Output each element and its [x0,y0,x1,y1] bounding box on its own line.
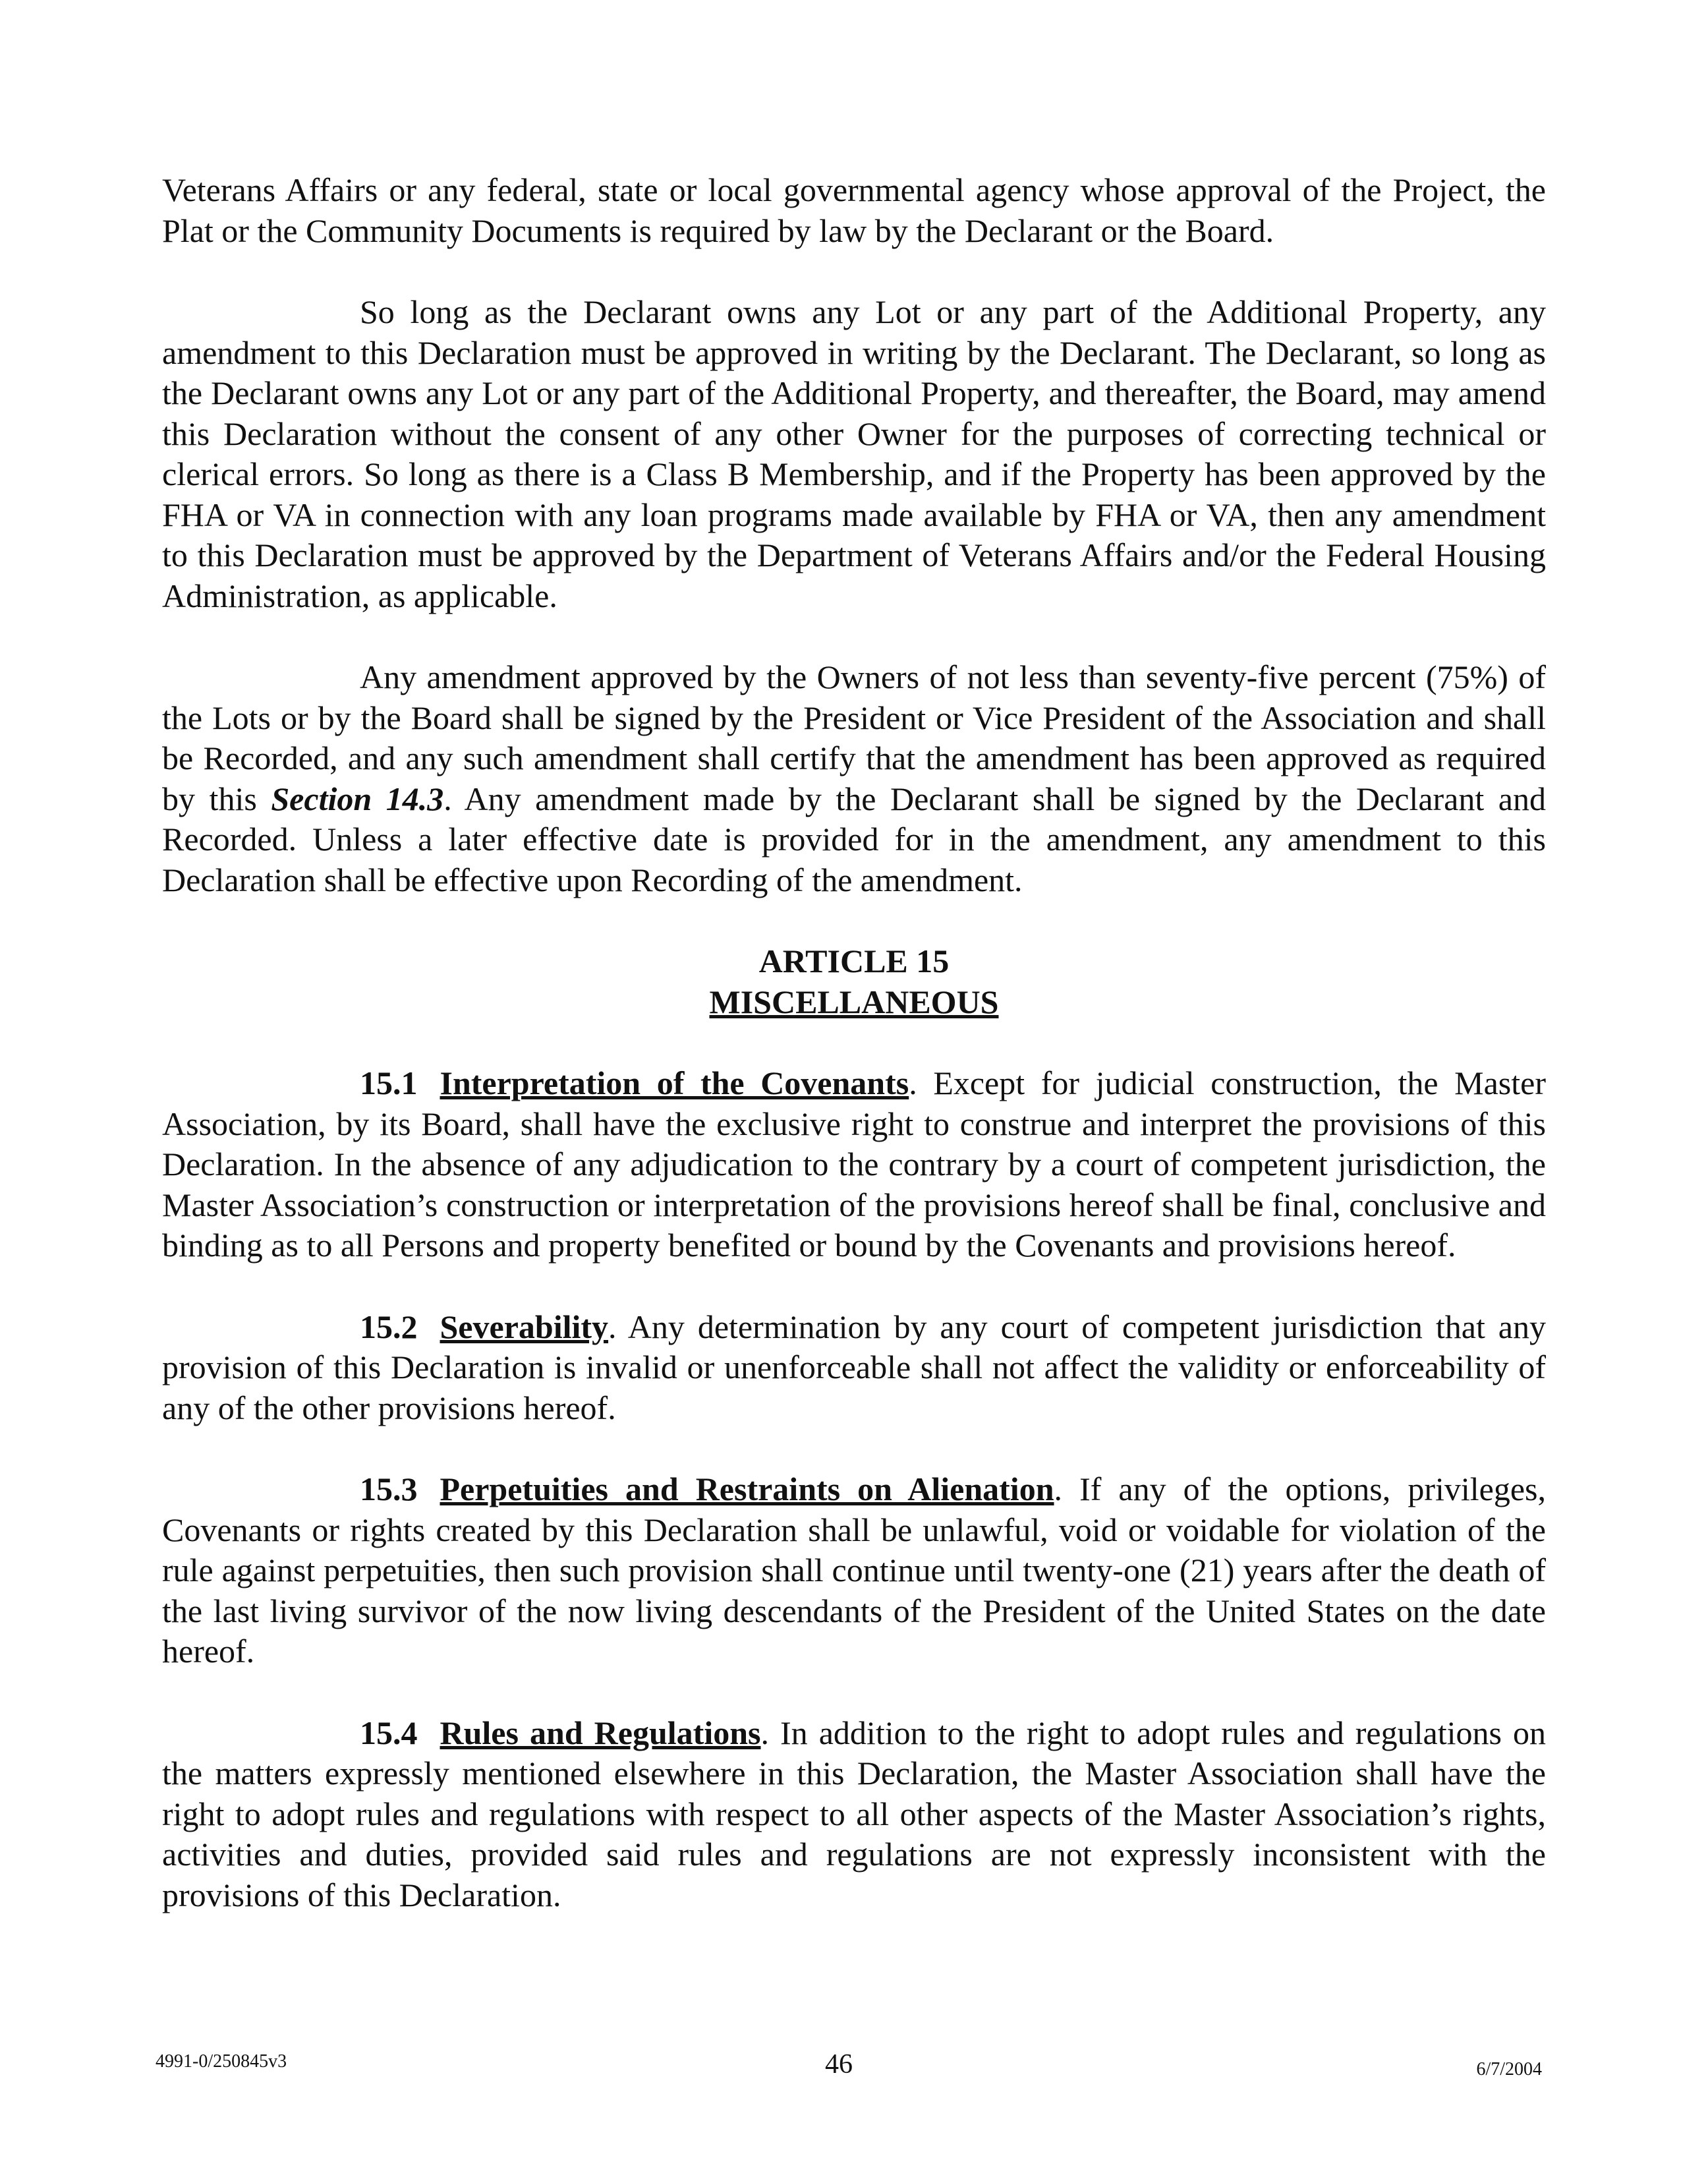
spacer [162,1266,1546,1307]
section-title: Interpretation of the Covenants [440,1064,909,1101]
spacer [162,900,1546,941]
section-15-1 [162,1063,1546,1266]
document-id: 4991-0/250845v3 [156,2051,287,2072]
section-title: Perpetuities and Restraints on Alienation [440,1470,1054,1507]
document-date: 6/7/2004 [1476,2059,1542,2080]
section-text: . Any determination by any court of competent jurisdiction that any provision of this Declaration is invalid or unenforceable shall not affect the validity or enforceability of any of the other provisions hereof. [162,1308,1546,1426]
paragraph-text: . Any amendment made by the Declarant shall be signed by the Declarant and Recorded. Unless a later effective date is provided for in the amendment, any amendment to this Declaration shall be effective upon Recording of the amendment. [162,780,1546,898]
spacer [162,1672,1546,1713]
spacer [162,616,1546,657]
section-number: 15.4 [360,1714,418,1751]
paragraph-amendment-approval: So long as the Declarant owns any Lot or any part of the Additional Property, any amendment to this Declaration must be approved in writing by the Declarant. The Declarant, so long as the Declarant owns any Lot or any part of the Additional Property, and thereafter, the Board, may amend this Declaration without the consent of any other Owner for the purposes of correcting technical or clerical errors. So long as there is a Class B Membership, and if the Property has been approved by the FHA or VA in connection with any loan programs made available by FHA or VA, then any amendment to this Declaration must be approved by the Department of Veterans Affairs and/or the Federal Housing Administration, as applicable. [162,293,1546,614]
section-15-3 [162,1469,1546,1672]
spacer [162,1428,1546,1469]
section-text: . If any of the options, privileges, Covenants or rights created by this Declaration shall be unlawful, void or voidable for violation of the rule against perpetuities, then such provision shall continue until twenty-one (21) years after the death of the last living survivor of the now living descendants of the President of the United States on the date hereof. [162,1470,1546,1670]
section-text: . Except for judicial construction, the Master Association, by its Board, shall have the exclusive right to construe and interpret the provisions of this Declaration. In the absence of any adjudication to the contrary by a court of competent jurisdiction, the Master Association’s construction or interpretation of the provisions hereof shall be final, conclusive and binding as to all Persons and property benefited or bound by the Covenants and provisions hereof. [162,1064,1546,1264]
section-number: 15.2 [360,1308,418,1345]
section-text: . In addition to the right to adopt rules and regulations on the matters expressly mentioned elsewhere in this Declaration, the Master Association shall have the right to adopt rules and regulations with respect to all other aspects of the Master Association’s rights, activities and duties, provided said rules and regulations are not expressly inconsistent with the provisions of this Declaration. [162,1714,1546,1913]
paragraph-text: Any amendment approved by the Owners of not less than seventy-five percent (75%) of the Lots or by the Board shall be signed by the President or Vice President of the Association and shall be Recorded, and any such amendment shall certify that the amendment has been approved as required by this [162,658,1546,817]
section-reference: Section 14.3 [271,780,444,817]
page-footer [156,2049,1542,2088]
section-title: Rules and Regulations [440,1714,761,1751]
section-number: 15.1 [360,1064,418,1101]
paragraph-continuation: Veterans Affairs or any federal, state or local governmental agency whose approval of the Project, the Plat or the Community Documents is required by law by the Declarant or the Board. [162,171,1546,249]
section-15-4 [162,1713,1546,1916]
document-page [162,170,1546,1915]
paragraph-amendment-recording [162,657,1546,900]
section-15-2 [162,1307,1546,1429]
page-number: 46 [825,2049,853,2080]
article-title: MISCELLANEOUS [709,983,999,1020]
article-heading: ARTICLE 15 [758,943,950,979]
section-number: 15.3 [360,1470,418,1507]
spacer [162,251,1546,292]
spacer [162,1022,1546,1063]
article-title-line [162,982,1546,1023]
section-title: Severability [440,1308,609,1345]
